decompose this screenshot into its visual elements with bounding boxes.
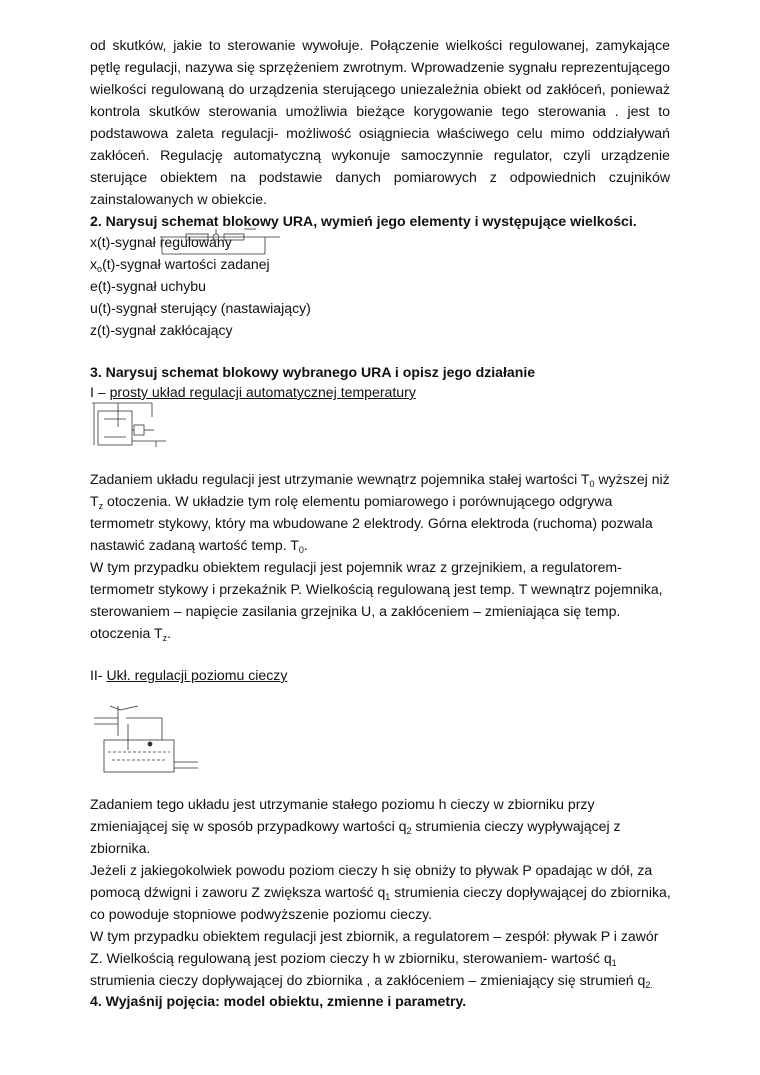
signal-u: u(t)-sygnał sterujący (nastawiający) <box>90 300 311 316</box>
part-2-paragraph-2-line-2: pomocą dźwigni i zaworu Z zwiększa wartość $q_1$ strumienia cieczy dopływającej do zbiornika, <box>90 884 671 902</box>
part-2-paragraph-3-line-3: strumienia cieczy dopływającej do zbiornika , a zakłóceniem – zmieniający się strumień $q_{2.}$ <box>90 972 653 990</box>
part-2-paragraph-3-line-1: W tym przypadku obiektem regulacji jest zbiornik, a regulatorem – zespół: pływak P i zawór <box>90 928 659 944</box>
part-1-paragraph-1-line-2: $T_z$ otoczenia. W układzie tym rolę elementu pomiarowego i porównującego odgrywa <box>90 493 613 511</box>
part-1-paragraph-1-line-3: termometr stykowy, który ma wbudowane 2 elektrody. Górna elektroda (ruchoma) pozwala <box>90 515 653 531</box>
ura-block-diagram <box>160 226 300 266</box>
part-2-paragraph-1-line-3: zbiornika. <box>90 840 151 856</box>
question-3-heading: 3. Narysuj schemat blokowy wybranego URA i opisz jego działanie <box>90 364 536 380</box>
part-2-paragraph-2-line-1: Jeżeli z jakiegokolwiek powodu poziom cieczy h się obniży to pływak P opadając w dół, za <box>90 862 653 878</box>
part-1-paragraph-2-line-3: sterowaniem – napięcie zasilania grzejnika U, a zakłóceniem – zmieniająca się temp. <box>90 603 621 619</box>
question-4-heading: 4. Wyjaśnij pojęcia: model obiektu, zmienne i parametry. <box>90 993 467 1009</box>
part-1-title: I – prosty układ regulacji automatycznej temperatury <box>90 384 416 400</box>
signal-x: x(t)-sygnał regulowany <box>90 234 232 250</box>
part-1-paragraph-1-line-1: Zadaniem układu regulacji jest utrzymanie wewnątrz pojemnika stałej wartości $T_0$ wyższej niż <box>90 471 670 489</box>
signal-e: e(t)-sygnał uchybu <box>90 278 206 294</box>
question-2-heading: 2. Narysuj schemat blokowy URA, wymień jego elementy i występujące wielkości. <box>90 213 637 229</box>
part-1-paragraph-2-line-2: termometr stykowy i przekaźnik P. Wielkością regulowaną jest temp. T wewnątrz pojemnika, <box>90 581 663 597</box>
signal-z: z(t)-sygnał zakłócający <box>90 322 233 338</box>
part-2-paragraph-3-line-2: Z. Wielkością regulowaną jest poziom cieczy h w zbiorniku, sterowaniem- wartość $q_1$ <box>90 950 617 968</box>
part-1-paragraph-2-line-1: W tym przypadku obiektem regulacji jest pojemnik wraz z grzejnikiem, a regulatorem- <box>90 559 622 575</box>
part-2-title: II- Ukł. regulacji poziomu cieczy <box>90 667 288 683</box>
part-2-paragraph-2-line-3: co powoduje stopniowe podwyższenie poziomu cieczy. <box>90 906 433 922</box>
part-2-paragraph-1-line-2: zmieniającej się w sposób przypadkowy wartości $q_2$ strumienia cieczy wypływającej z <box>90 818 621 836</box>
intro-paragraph: od skutków, jakie to sterowanie wywołuje. Połączenie wielkości regulowanej, zamykające pętlę regulacji, nazywa się sprzężeniem zwrotnym. Wprowadzenie sygnału reprezentującego wielkości regulowaną do urządzenia sterującego uniezależnia obiekt od zakłóceń, ponieważ kontrola skutków sterowania umożliwia bieżące korygowanie tego sterowania . jest to podstawowa zaleta regulacji- możliwość osiągniecia właściwego celu mimo oddziaływań zakłóceń. Regulację automatyczną wykonuje samoczynnie regulator, czyli urządzenie sterujące obiektem na podstawie danych pomiarowych z odpowiednich czujników zainstalowanych w obiekcie. <box>90 37 670 207</box>
part-2-paragraph-1-line-1: Zadaniem tego układu jest utrzymanie stałego poziomu h cieczy w zbiorniku przy <box>90 796 595 812</box>
part-1-paragraph-2-line-4: otoczenia $T_z$. <box>90 625 172 643</box>
signal-x0: $x_o(t)$-sygnał wartości zadanej <box>90 256 270 274</box>
part-1-paragraph-1-line-4: nastawić zadaną wartość temp. $T_0$. <box>90 537 308 555</box>
liquid-level-diagram <box>90 700 205 780</box>
temperature-control-diagram <box>90 397 170 453</box>
